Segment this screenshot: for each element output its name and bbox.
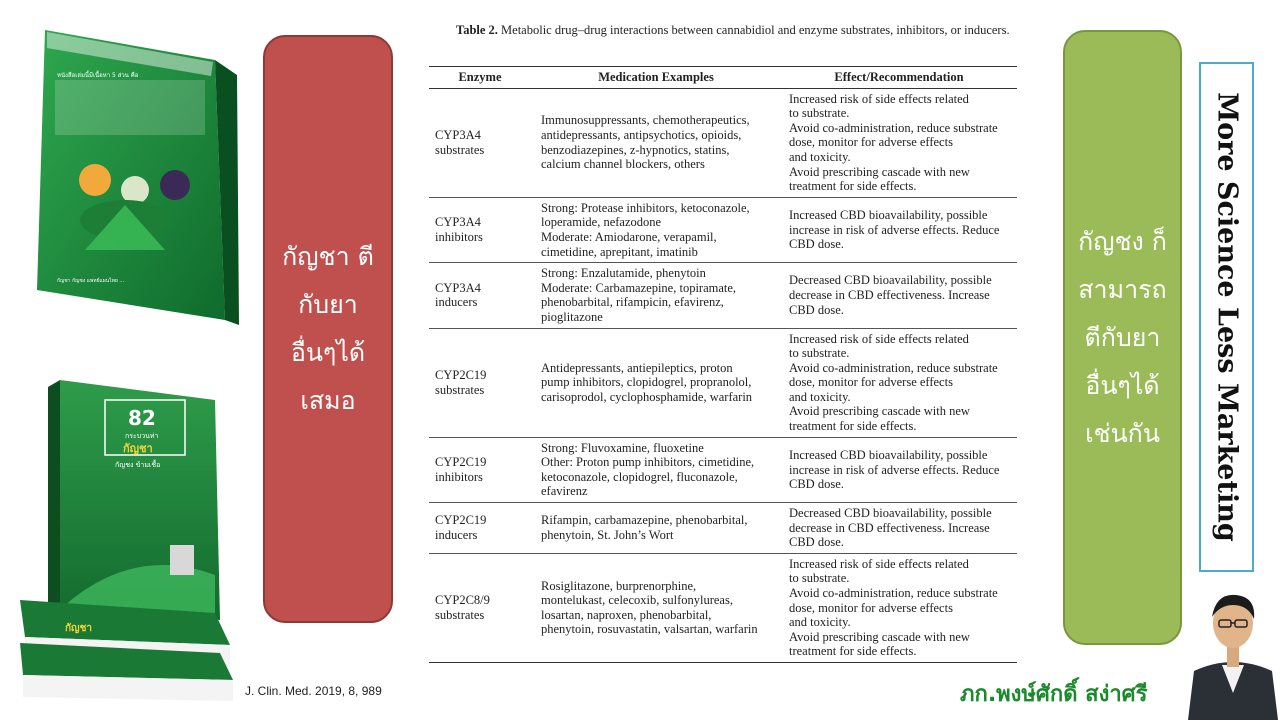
medication-cell xyxy=(531,437,781,502)
book-number: 82 xyxy=(128,406,156,430)
book-top-heading: หนังสือเล่มนี้มีเนื้อหา 5 ส่วน คือ xyxy=(57,72,139,79)
right-callout-line: สามารถ xyxy=(1078,274,1167,304)
cell-line: Moderate: Amiodarone, verapamil, xyxy=(541,229,717,244)
table-caption-text: Metabolic drug–drug interactions between cannabidiol and enzyme substrates, inhibitors, or inducers. xyxy=(501,23,1010,37)
enzyme-cell xyxy=(429,88,531,197)
cell-line: efavirenz xyxy=(541,484,588,499)
cell-line: ketoconazole, clopidogrel, fluconazole, xyxy=(541,469,738,484)
book-stack-illustration xyxy=(15,375,245,705)
cell-line: Avoid co-administration, reduce substrate xyxy=(789,120,998,135)
author-name: ภก.พงษ์ศักดิ์ สง่าศรี xyxy=(960,682,1148,707)
table-caption-label: Table 2. xyxy=(456,23,498,37)
book-cover-top-illustration xyxy=(25,20,240,330)
book-spine-title: กัญชา xyxy=(65,623,92,634)
cell-line: losartan, naproxen, phenobarbital, xyxy=(541,607,712,622)
cell-line: dose, monitor for adverse effects xyxy=(789,600,953,615)
cell-line: Increased risk of side effects related xyxy=(789,556,969,571)
right-callout-line: อื่นๆได้ xyxy=(1085,370,1160,400)
cell-line: CBD dose. xyxy=(789,535,844,550)
effect-cell xyxy=(781,328,1017,437)
enzyme-cell xyxy=(429,503,531,554)
left-callout-line: เสมอ xyxy=(300,386,356,415)
banner-text: More Science Less Marketing xyxy=(1211,92,1242,542)
cell-line: dose, monitor for adverse effects xyxy=(789,135,953,150)
table-caption xyxy=(456,22,1016,39)
cell-line: inhibitors xyxy=(435,229,483,244)
cell-line: and toxicity. xyxy=(789,615,851,630)
cell-line: carisoprodol, cyclophosphamide, warfarin xyxy=(541,389,753,404)
medication-cell xyxy=(531,328,781,437)
left-callout-card xyxy=(263,35,393,623)
enzyme-cell xyxy=(429,553,531,662)
book-subtitle: กระบวนท่า xyxy=(125,432,159,440)
cell-line: treatment for side effects. xyxy=(789,419,917,434)
effect-cell xyxy=(781,88,1017,197)
drug-interaction-table xyxy=(429,66,1017,663)
cell-line: Increased risk of side effects related xyxy=(789,91,969,106)
table-header-row xyxy=(429,67,1017,89)
right-callout-line: ตีกับยา xyxy=(1084,322,1161,352)
table-row xyxy=(429,553,1017,662)
cell-line: dose, monitor for adverse effects xyxy=(789,375,953,390)
right-callout-line: เช่นกัน xyxy=(1085,418,1160,448)
cell-line: to substrate. xyxy=(789,106,850,121)
table-row xyxy=(429,437,1017,502)
cell-line: Rosiglitazone, burprenorphine, xyxy=(541,578,697,593)
cell-line: phenytoin, rosuvastatin, valsartan, warfarin xyxy=(541,622,758,637)
cell-line: Avoid co-administration, reduce substrate xyxy=(789,586,998,600)
cell-line: Antidepressants, antiepileptics, proton xyxy=(541,360,733,375)
cell-line: and toxicity. xyxy=(789,389,851,404)
cell-line: pioglitazone xyxy=(541,309,603,324)
cell-line: Avoid prescribing cascade with new xyxy=(789,629,970,644)
cell-line: Decreased CBD bioavailability, possible xyxy=(789,506,992,521)
header-medication: Medication Examples xyxy=(531,67,781,89)
cell-line: treatment for side effects. xyxy=(789,644,917,659)
cell-line: Decreased CBD bioavailability, possible xyxy=(789,273,992,288)
cell-line: montelukast, celecoxib, sulfonylureas, xyxy=(541,593,733,608)
cell-line: to substrate. xyxy=(789,571,850,586)
cell-line: CYP2C19 xyxy=(435,455,487,470)
table-row xyxy=(429,197,1017,262)
effect-cell xyxy=(781,197,1017,262)
effect-cell xyxy=(781,553,1017,662)
cell-line: increase in risk of adverse effects. Reduce xyxy=(789,222,1000,237)
cell-line: increase in risk of adverse effects. Reduce xyxy=(789,462,1000,477)
book-title: กัญชา xyxy=(123,442,153,455)
book-top-footer: กัญชา กัญชง แพทย์แผนไทย ... xyxy=(57,278,125,284)
cell-line: CBD dose. xyxy=(789,477,844,492)
presenter-photo xyxy=(1186,583,1280,720)
cell-line: substrates xyxy=(435,607,485,622)
right-callout-line: กัญชง ก็ xyxy=(1078,226,1167,256)
cell-line: CYP3A4 xyxy=(435,215,481,230)
left-callout-line: กัญชา ตี xyxy=(282,242,374,271)
effect-cell xyxy=(781,437,1017,502)
cell-line: substrates xyxy=(435,382,485,397)
header-effect: Effect/Recommendation xyxy=(781,67,1017,89)
cell-line: inhibitors xyxy=(435,469,483,484)
left-callout-line: อื่นๆได้ xyxy=(290,338,366,367)
enzyme-cell xyxy=(429,328,531,437)
more-science-banner xyxy=(1199,62,1254,572)
cell-line: Strong: Enzalutamide, phenytoin xyxy=(541,266,706,281)
cell-line: Moderate: Carbamazepine, topiramate, xyxy=(541,280,737,295)
cell-line: phenytoin, St. John’s Wort xyxy=(541,527,674,542)
cell-line: pump inhibitors, clopidogrel, propranolol, xyxy=(541,375,752,390)
cell-line: Rifampin, carbamazepine, phenobarbital, xyxy=(541,513,748,528)
medication-cell xyxy=(531,88,781,197)
cell-line: inducers xyxy=(435,527,478,542)
header-enzyme: Enzyme xyxy=(429,67,531,89)
cell-line: CYP2C19 xyxy=(435,367,487,382)
cell-line: benzodiazepines, z-hypnotics, statins, xyxy=(541,142,730,157)
cell-line: CBD dose. xyxy=(789,237,844,252)
effect-cell xyxy=(781,263,1017,328)
cell-line: and toxicity. xyxy=(789,149,851,164)
cell-line: decrease in CBD effectiveness. Increase xyxy=(789,288,990,303)
cell-line: to substrate. xyxy=(789,346,850,361)
left-callout-line: กับยา xyxy=(298,290,358,319)
enzyme-cell xyxy=(429,437,531,502)
citation: J. Clin. Med. 2019, 8, 989 xyxy=(245,684,382,698)
cell-line: CYP2C8/9 xyxy=(435,593,490,608)
table-row xyxy=(429,88,1017,197)
medication-cell xyxy=(531,197,781,262)
cell-line: Strong: Protease inhibitors, ketoconazole, xyxy=(541,200,750,215)
enzyme-cell xyxy=(429,197,531,262)
cell-line: CYP3A4 xyxy=(435,128,481,143)
right-callout-card xyxy=(1063,30,1182,645)
cell-line: calcium channel blockers, others xyxy=(541,157,705,172)
cell-line: cimetidine, aprepitant, imatinib xyxy=(541,244,698,259)
cell-line: Increased CBD bioavailability, possible xyxy=(789,208,988,223)
cell-line: Other: Proton pump inhibitors, cimetidine, xyxy=(541,455,755,470)
table-row xyxy=(429,328,1017,437)
cell-line: Avoid prescribing cascade with new xyxy=(789,164,970,179)
cell-line: Avoid co-administration, reduce substrate xyxy=(789,360,998,375)
effect-cell xyxy=(781,503,1017,554)
medication-cell xyxy=(531,263,781,328)
book-tagline: กัญชง ข้ามเชื้อ xyxy=(115,461,161,469)
cell-line: CYP3A4 xyxy=(435,280,481,295)
cell-line: Increased risk of side effects related xyxy=(789,331,969,346)
cell-line: Immunosuppressants, chemotherapeutics, xyxy=(541,113,750,128)
cell-line: antidepressants, antipsychotics, opioids, xyxy=(541,128,742,143)
cell-line: Strong: Fluvoxamine, fluoxetine xyxy=(541,440,704,455)
cell-line: treatment for side effects. xyxy=(789,179,917,194)
cell-line: phenobarbital, rifampicin, efavirenz, xyxy=(541,295,724,310)
medication-cell xyxy=(531,503,781,554)
table-row xyxy=(429,263,1017,328)
cell-line: CYP2C19 xyxy=(435,513,487,528)
cell-line: inducers xyxy=(435,295,478,310)
cell-line: Increased CBD bioavailability, possible xyxy=(789,447,988,462)
enzyme-cell xyxy=(429,263,531,328)
table-row xyxy=(429,503,1017,554)
cell-line: Avoid prescribing cascade with new xyxy=(789,404,970,419)
cell-line: decrease in CBD effectiveness. Increase xyxy=(789,520,990,535)
cell-line: CBD dose. xyxy=(789,302,844,317)
cell-line: substrates xyxy=(435,142,485,157)
cell-line: loperamide, nefazodone xyxy=(541,215,662,230)
medication-cell xyxy=(531,553,781,662)
